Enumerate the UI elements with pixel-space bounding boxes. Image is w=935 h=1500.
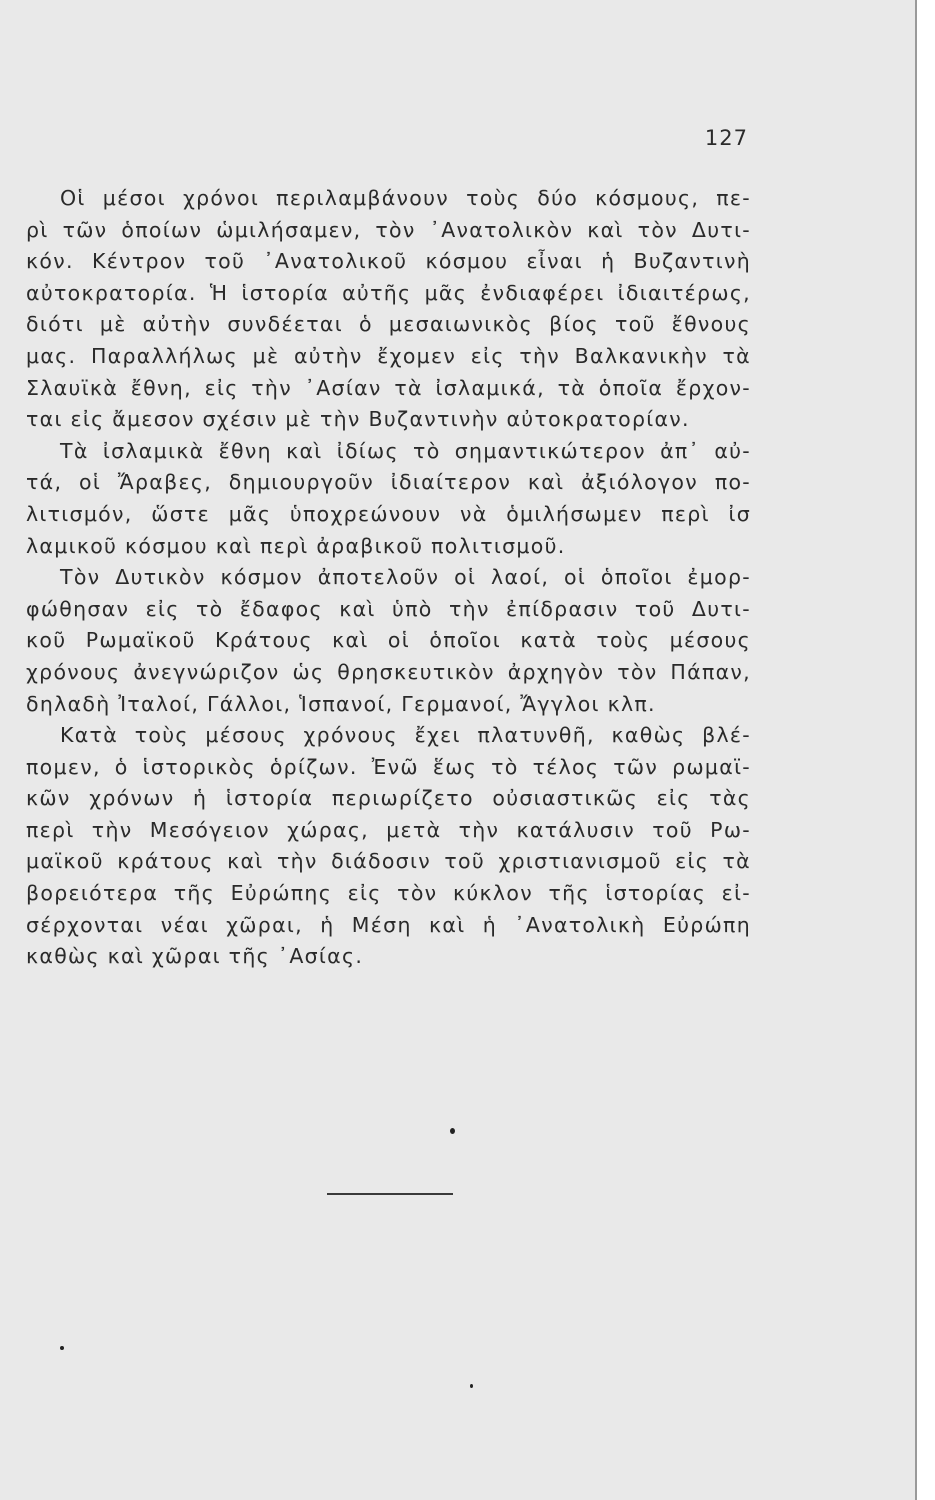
text-line: κόν. Κέντρον τοῦ ᾿Ανατολικοῦ κόσμου εἶναι ἡ Βυζαντινὴ [26,249,751,274]
text-line: Τὰ ἰσλαμικὰ ἔθνη καὶ ἰδίως τὸ σημαντικώτερον ἀπ᾿ αὐ- [60,438,751,463]
text-line: πομεν, ὁ ἱστορικὸς ὁρίζων. Ἐνῶ ἕως τὸ τέλος τῶν ρωμαϊ- [26,754,751,779]
page-number: 127 [704,126,748,150]
text-line: Σλαυϊκὰ ἔθνη, εἰς τὴν ᾿Ασίαν τὰ ἰσλαμικά, τὰ ὁποῖα ἔρχον- [26,375,751,400]
text-line: μαϊκοῦ κράτους καὶ τὴν διάδοσιν τοῦ χριστιανισμοῦ εἰς τὰ [26,849,751,874]
footer-rule [327,1193,453,1195]
text-line: λαμικοῦ κόσμου καὶ περὶ ἀραβικοῦ πολιτισμοῦ. [26,533,566,558]
text-line: ρὶ τῶν ὁποίων ὡμιλήσαμεν, τὸν ᾿Ανατολικὸν καὶ τὸν Δυτι- [26,217,751,242]
text-line: αὐτοκρατορία. Ἡ ἱστορία αὐτῆς μᾶς ἐνδιαφέρει ἰδιαιτέρως, [26,280,751,305]
text-line: διότι μὲ αὐτὴν συνδέεται ὁ μεσαιωνικὸς βίος τοῦ ἔθνους [26,312,751,337]
text-line: καθὼς καὶ χῶραι τῆς ᾿Ασίας. [26,944,364,969]
text-line: Οἱ μέσοι χρόνοι περιλαμβάνουν τοὺς δύο κόσμους, πε- [60,186,751,210]
text-line: περὶ τὴν Μεσόγειον χώρας, μετὰ τὴν κατάλυσιν τοῦ Ρω- [26,817,751,842]
page-edge [917,0,935,1500]
body-text [26,183,751,973]
text-line: μας. Παραλλήλως μὲ αὐτὴν ἔχομεν εἰς τὴν Βαλκανικὴν τὰ [26,343,751,368]
ink-speck [470,1384,473,1388]
text-line: χρόνους ἀνεγνώριζον ὡς θρησκευτικὸν ἀρχηγὸν τὸν Πάπαν, [26,659,751,684]
text-line: δηλαδὴ Ἰταλοί, Γάλλοι, Ἱσπανοί, Γερμανοί, Ἄγγλοι κλπ. [26,691,656,716]
text-line: κῶν χρόνων ἡ ἱστορία περιωρίζετο οὐσιαστικῶς εἰς τὰς [26,786,751,811]
text-line: ται εἰς ἄμεσον σχέσιν μὲ τὴν Βυζαντινὴν αὐτοκρατορίαν. [26,407,690,432]
ink-speck [450,1128,455,1134]
text-line: λιτισμόν, ὥστε μᾶς ὑποχρεώνουν νὰ ὁμιλήσωμεν περὶ ἰσ [26,501,751,526]
text-line: Τὸν Δυτικὸν κόσμον ἀποτελοῦν οἱ λαοί, οἱ ὁποῖοι ἐμορ- [60,565,751,590]
text-line: Κατὰ τοὺς μέσους χρόνους ἔχει πλατυνθῆ, καθὼς βλέ- [60,723,751,748]
text-line: κοῦ Ρωμαϊκοῦ Κράτους καὶ οἱ ὁποῖοι κατὰ τοὺς μέσους [26,628,751,653]
ink-speck [60,1346,64,1350]
text-line: φώθησαν εἰς τὸ ἔδαφος καὶ ὑπὸ τὴν ἐπίδρασιν τοῦ Δυτι- [26,596,751,621]
text-line: βορειότερα τῆς Εὐρώπης εἰς τὸν κύκλον τῆς ἱστορίας εἰ- [26,881,751,906]
text-line: σέρχονται νέαι χῶραι, ἡ Μέση καὶ ἡ ᾿Ανατολικὴ Εὐρώπη [26,912,751,937]
text-line: τά, οἱ Ἄραβες, δημιουργοῦν ἰδιαίτερον καὶ ἀξιόλογον πο- [26,470,751,495]
